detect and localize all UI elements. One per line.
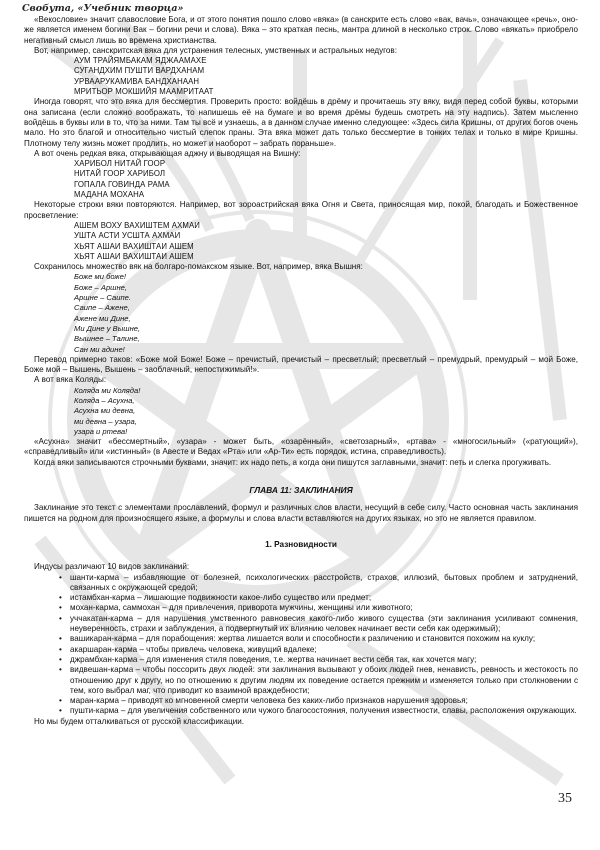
paragraph-capitals: Когда вяки записываются строчными буквами, значит: их надо петь, а когда они пишутся заглавными, значит: петь и слегка прогуживать. [34, 457, 552, 467]
mantra-block-kolyada [74, 386, 578, 437]
mantra-line: СУГАНДХИМ ПУШТИ ВАРДХАНАМ [74, 66, 205, 76]
list-item: • акаршаран-карма – чтобы привлечь человека, живущий вдалеке; [70, 645, 578, 655]
mantra-line: ГОПАЛА ГОВИНДА РАМА [74, 179, 170, 189]
mantra-line: Коляда ми Коляда! [74, 385, 141, 395]
list-item: • маран-карма – приводят ко мгновенной смерти человека без каких-либо признаков нарушения здоровья; [70, 696, 578, 706]
mantra-line: НИТАЙ ГООР ХАРИБОЛ [74, 169, 166, 179]
mantra-line: ми девна – узара, [74, 416, 137, 426]
list-item: • джрамбхан-карма – для изменения стиля поведения, т.е. жертва начинает вести себя так, как хочется магу; [70, 655, 578, 665]
mantra-line: Ми Дине у Вышне, [74, 323, 141, 333]
list-item: • пушти-карма – для увеличения собственного или чужого благосостояния, получения известности, славы, расположения окружающих. [70, 706, 578, 716]
mantra-line: УШТА АСТИ УСШТА АХМАИ [74, 231, 181, 241]
mantra-line: ХЬЯТ АШАИ ВАХИШТАИ АШЕМ [74, 241, 194, 251]
mantra-line: МРИТЬОР МОКШИЙЯ МААМРИТААТ [74, 87, 214, 97]
mantra-line: ХЬЯТ АШАИ ВАХИШТАИ АШЕМ [74, 251, 194, 261]
mantra-line: ХАРИБОЛ НИТАЙ ГООР [74, 159, 166, 169]
chapter-title: ГЛАВА 11: ЗАКЛИНАНИЯ [249, 485, 353, 496]
paragraph-final: Но мы будем отталкиваться от русской классификации. [34, 716, 245, 726]
list-item: • вашикаран-карма – для порабощения: жертва лишается воли и способности к различению и становится похожим на куклу; [70, 634, 578, 644]
mantra-block-vishnu [74, 159, 578, 200]
list-item: • уччакатан-карма – для нарушения умственного равновесия какого-либо живого существа (эти заклинания усиливают сомнения, неуверенность, страхи и заблуждения, а подвергнутый их влиянию человек начинает вести себя как одержимый); [70, 614, 578, 635]
paragraph-sanskrit-intro: Вот, например, санскритская вяка для устранения телесных, умственных и астральных недугов: [34, 45, 397, 55]
paragraph-vekoslovie: «Векословие» значит славословие Бога, и от этого понятия пошло слово «вяка» (в санскрите есть слово «вак, вачь», означающее «речь», оно-же является именем богини Вак – богини речи и слова). Вяка – это краткая песнь, мантра длиной в несколько строк. Слово «вякать» приобрело негативный смысл лишь во времена христианства. [24, 15, 578, 45]
mantra-block-zoroastrian [74, 221, 578, 262]
paragraph-hindus: Индусы различают 10 видов заклинаний: [34, 562, 190, 572]
main-text [24, 15, 578, 727]
incantation-types-list [24, 573, 578, 717]
mantra-line: Вышнее – Талине, [74, 334, 140, 344]
paragraph-definition: Заклинание это текст с элементами прославлений, формул и различных слов власти, несущий в себе силу. Часто основная часть заклинания пишется на родном для произносящего языке, а формулы и слова власти вставляются на других языках, но это не является правилом. [24, 503, 578, 523]
mantra-line: Боже ми боже! [74, 272, 126, 282]
section-title: 1. Разновидности [265, 539, 337, 549]
mantra-line: Аршне – Саипе. [74, 293, 131, 303]
mantra-line: Сан ми адине! [74, 344, 125, 354]
mantra-line: УРВААРУКАМИВА БАНДХАНААН [74, 76, 200, 86]
mantra-block-vyshnya [74, 272, 578, 354]
mantra-line: узара и ртева! [74, 426, 128, 436]
paragraph-kolyada-intro: А вот вяка Коляды: [34, 375, 107, 385]
running-header: Свобута, «Учебник творца» [22, 3, 184, 14]
paragraph-immortality: Иногда говорят, что это вяка для бессмертия. Проверить просто: войдёшь в дрёму и прочитаешь эту вяку, видя перед собой буквы, которыми она записана (если сложно воображать, то напишешь её на бумаге и во время дрёмы будешь смотреть на эту надпись). Затем мысленно войдёшь в буквы или в то, что за ними. Там ты всё и узнаешь, а в данном случае именно следующее: «Здесь сила Кришны, от других богов очень мало. Но это благой и относительно чистый слепок праны. Эта вяка может дать только бессмертие в тонких телах и только в мире Кришны. Плотному телу жизнь может продлить, но может и наоборот – забрать пораньше». [24, 97, 578, 148]
paragraph-zoroastrian: Некоторые строки вяки повторяются. Например, вот зороастрийская вяка Огня и Света, приносящая мир, покой, благодать и Божественное просветление: [24, 200, 578, 220]
mantra-line: Коляда – Асухна, [74, 395, 135, 405]
mantra-line: Саипе – Ажене, [74, 303, 130, 313]
mantra-block-sanskrit [74, 56, 578, 97]
mantra-line: МАДАНА МОХАНА [74, 190, 145, 200]
mantra-line: АШЕМ ВОХУ ВАХИШТЕМ АХМАИ [74, 220, 200, 230]
list-item: • истамбхан-карма – лишающие подвижности какое-либо существо или предмет; [70, 593, 578, 603]
page-number: 35 [558, 791, 572, 806]
paragraph-vishnu-intro: А вот очень редкая вяка, открывающая аджну и выводящая на Вишну: [34, 148, 301, 158]
list-item: • мохан-карма, саммохан – для привлечения, приворота мужчины, женщины или животного; [70, 603, 578, 613]
mantra-line: АУМ ТРАЙЯМБАКАМ ЯДЖААМАХЕ [74, 56, 207, 66]
list-item: • шанти-карма – избавляющие от болезней, психологических расстройств, страхов, иллюзий, бытовых проблем и затруднений, связанных с окружающей средой; [70, 573, 578, 594]
mantra-line: Ажене ми Дине, [74, 313, 131, 323]
paragraph-asukhna: «Асухна» значит «бессмертный», «узара» - может быть, «озарённый», «светозарный», «ртава» - «многосильный» («ратующий»), «справедливый» или «истинный» (в Авесте и Ведах «Рта» или «Ар-Ти» есть порядок, истина, справедливость). [24, 437, 578, 457]
mantra-line: Боже – Аршне, [74, 282, 127, 292]
mantra-line: Асухна ми девна, [74, 406, 136, 416]
paragraph-translation: Перевод примерно таков: «Боже мой Боже! Боже – пречистый, пречистый – пресветлый; пресветлый – премудрый, премудрый – мой Боже, Боже мой – Вышень, Вышень – заоблачный, непостижимый!». [24, 354, 578, 375]
paragraph-bulgarian: Сохранилось множество вяк на болгаро-помакском языке. Вот, например, вяка Вышня: [34, 262, 363, 272]
list-item: • видвешан-карма – чтобы поссорить двух людей: эти заклинания вызывают у обоих людей гнев, ненависть, ревность и жестокость по отношению друг к другу, но по отношению к другим людям их поведение остается прежним и изменяется только при столкновении с тем, кого выбрал маг, что приводит ко взаимной враждебности; [70, 665, 578, 696]
